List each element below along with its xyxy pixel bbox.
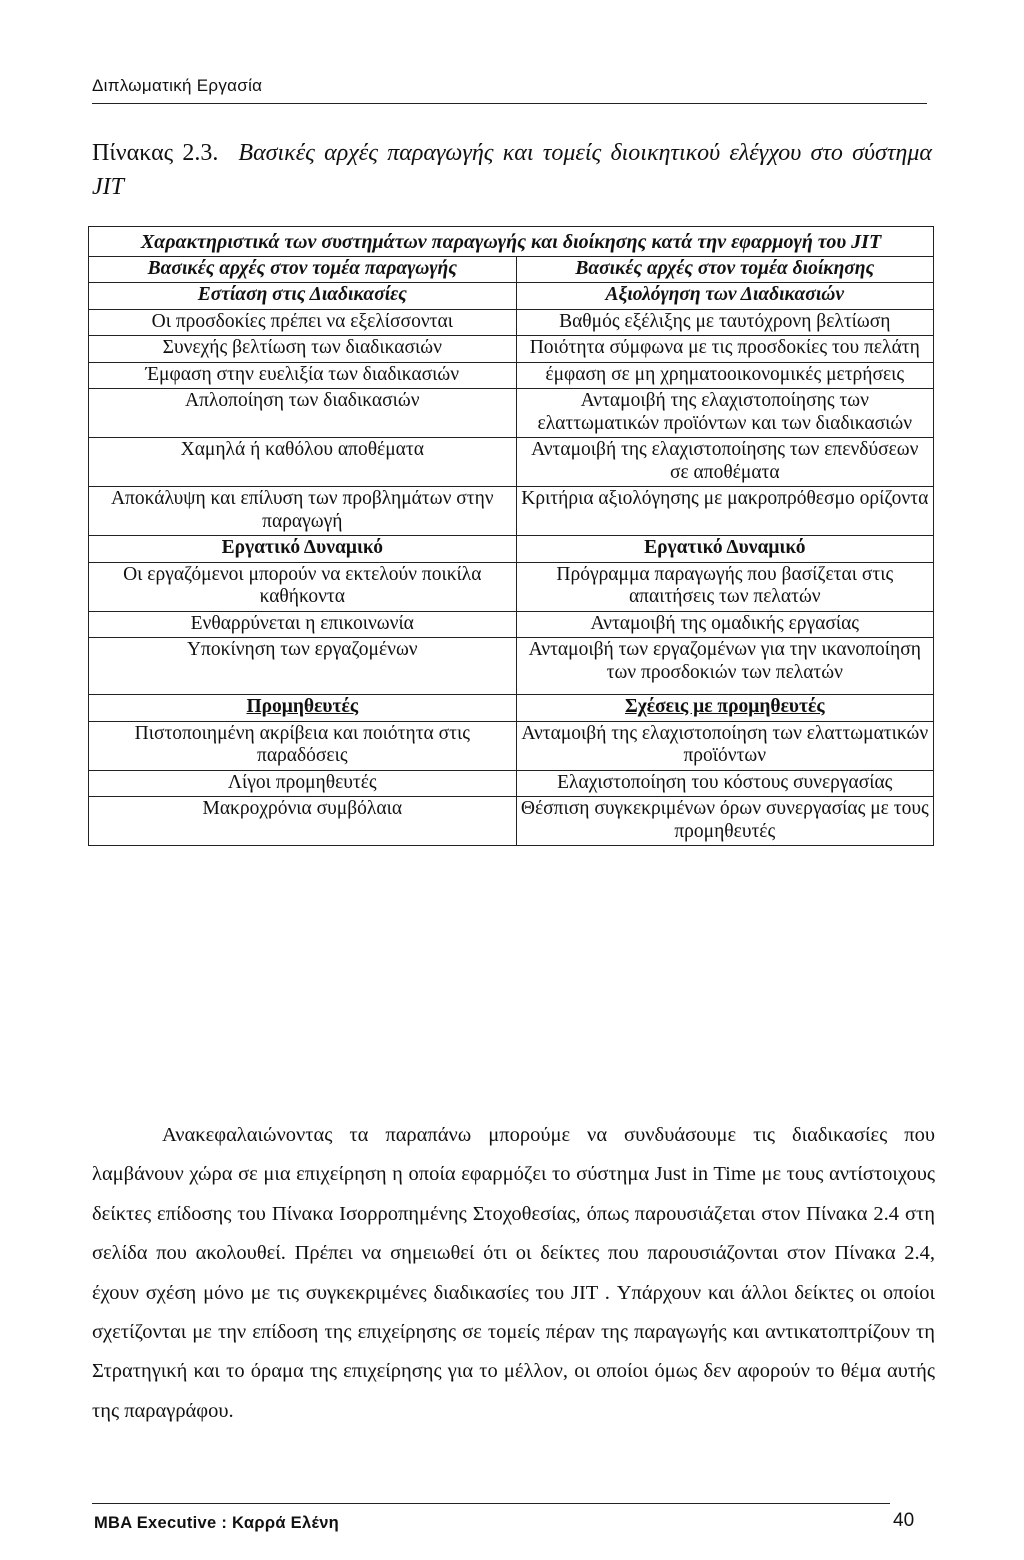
table-row bbox=[89, 389, 934, 438]
table-cell-right bbox=[516, 611, 933, 638]
table-row bbox=[89, 797, 934, 846]
table-title: Χαρακτηριστικά των συστημάτων παραγωγής και διοίκησης κατά την εφαρμογή του JIT bbox=[89, 227, 934, 257]
table-cell-left bbox=[89, 721, 517, 770]
page-number: 40 bbox=[893, 1510, 915, 1531]
cell-text: Αξιολόγηση των Διαδικασιών bbox=[605, 284, 844, 305]
column-header-production: Βασικές αρχές στον τομέα παραγωγής bbox=[89, 256, 517, 283]
table-row bbox=[89, 721, 934, 770]
table-cell-left bbox=[89, 389, 517, 438]
table-cell-right bbox=[516, 362, 933, 389]
section-heading-right bbox=[516, 695, 933, 722]
table-title-row bbox=[89, 227, 934, 257]
table-cell-left bbox=[89, 797, 517, 846]
footer-divider bbox=[92, 1503, 890, 1504]
caption-text: Βασικές αρχές παραγωγής και τομείς διοικητικού ελέγχου στο σύστημα JIT bbox=[92, 140, 932, 200]
table-cell-left bbox=[89, 487, 517, 536]
cell-text: Οι προσδοκίες πρέπει να εξελίσσονται bbox=[151, 310, 453, 332]
cell-text: Θέσπιση συγκεκριμένων όρων συνεργασίας με τους προμηθευτές bbox=[520, 798, 929, 842]
cell-text: Ελαχιστοποίηση του κόστους συνεργασίας bbox=[557, 771, 893, 793]
table-cell-right bbox=[516, 638, 933, 695]
cell-text: Λίγοι προμηθευτές bbox=[227, 771, 377, 793]
table-cell-right bbox=[516, 797, 933, 846]
table-row bbox=[89, 336, 934, 363]
table-cell-right bbox=[516, 487, 933, 536]
table-row bbox=[89, 611, 934, 638]
footer-author: MBA Executive : Καρρά Ελένη bbox=[94, 1514, 340, 1532]
cell-text: Εργατικό Δυναμικό bbox=[221, 537, 383, 558]
cell-text: Ανταμοιβή της ελαχιστοποίηση των ελαττωματικών προϊόντων bbox=[521, 722, 929, 766]
cell-text: Μακροχρόνια συμβόλαια bbox=[202, 798, 403, 819]
table-caption bbox=[92, 136, 932, 204]
column-header-management: Βασικές αρχές στον τομέα διοίκησης bbox=[516, 256, 933, 283]
cell-text: Ανταμοιβή της ελαχιστοποίησης των επενδύσεων σε αποθέματα bbox=[531, 439, 919, 483]
table-cell-left bbox=[89, 438, 517, 487]
table-cell-right bbox=[516, 438, 933, 487]
cell-text: Ανταμοιβή της ελαχιστοποίησης των ελαττωματικών προϊόντων και των διαδικασιών bbox=[537, 390, 913, 434]
cell-text: Βαθμός εξέλιξης με ταυτόχρονη βελτίωση bbox=[559, 310, 891, 332]
section-heading-left bbox=[89, 283, 517, 310]
table-cell-right bbox=[516, 336, 933, 363]
cell-text: Ποιότητα σύμφωνα με τις προσδοκίες του πελάτη bbox=[529, 337, 920, 358]
table-cell-left bbox=[89, 562, 517, 611]
paragraph-text: Ανακεφαλαιώνοντας τα παραπάνω μπορούμε να συνδυάσουμε τις διαδικασίες που λαμβάνουν χώρα σε μια επιχείρηση η οποία εφαρμόζει το σύστημα Just in Time με τους αντίστοιχους δείκτες επίδοσης του Πίνακα Ισορροπημένης Στοχοθεσίας, όπως παρουσιάζεται στον Πίνακα 2.4 στη σελίδα που ακολουθεί. Πρέπει να σημειωθεί ότι οι δείκτες που παρουσιάζονται στον Πίνακα 2.4, έχουν σχέση μόνο με τις συγκεκριμένες διαδικασίες του JIT . Υπάρχουν και άλλοι δείκτες οι οποίοι σχετίζονται με την επίδοση της επιχείρησης σε τομείς πέραν της παραγωγής και αντικατοπτρίζουν τη Στρατηγική και το όραμα της επιχείρησης για το μέλλον, οι οποίοι όμως δεν αφορούν το θέμα αυτής της παραγράφου. bbox=[92, 1124, 935, 1422]
cell-text: Απλοποίηση των διαδικασιών bbox=[185, 390, 420, 411]
table-cell-right bbox=[516, 562, 933, 611]
section-heading-left bbox=[89, 695, 517, 722]
header-divider bbox=[92, 103, 927, 104]
section-heading-right bbox=[516, 283, 933, 310]
cell-text: Υποκίνηση των εργαζομένων bbox=[186, 639, 418, 660]
table-row bbox=[89, 562, 934, 611]
cell-text: Αποκάλυψη και επίλυση των προβλημάτων στην παραγωγή bbox=[110, 488, 494, 532]
caption-label: Πίνακας 2.3. bbox=[92, 140, 219, 166]
cell-text: Σχέσεις με προμηθευτές bbox=[624, 696, 825, 717]
cell-text: Ενθαρρύνεται η επικοινωνία bbox=[190, 612, 414, 634]
table-cell-left bbox=[89, 336, 517, 363]
cell-text: Κριτήρια αξιολόγησης με μακροπρόθεσμο ορίζοντα bbox=[521, 488, 929, 509]
cell-text: Ανταμοιβή της ομαδικής εργασίας bbox=[590, 612, 860, 634]
table-row bbox=[89, 638, 934, 695]
table-row bbox=[89, 487, 934, 536]
running-header: Διπλωματική Εργασία bbox=[92, 76, 263, 95]
cell-text: Πιστοποιημένη ακρίβεια και ποιότητα στις παραδόσεις bbox=[134, 722, 470, 766]
table-row bbox=[89, 362, 934, 389]
jit-table bbox=[88, 226, 934, 846]
cell-text: Έμφαση στην ευελιξία των διαδικασιών bbox=[145, 363, 460, 385]
table-cell-left bbox=[89, 309, 517, 336]
table-row bbox=[89, 770, 934, 797]
table-cell-right bbox=[516, 309, 933, 336]
body-paragraph bbox=[92, 1116, 935, 1431]
table-row bbox=[89, 309, 934, 336]
section-heading-right bbox=[516, 536, 933, 563]
cell-text: Εργατικό Δυναμικό bbox=[644, 537, 806, 558]
cell-text: Πρόγραμμα παραγωγής που βασίζεται στις απαιτήσεις των πελατών bbox=[556, 563, 894, 607]
cell-text: Χαμηλά ή καθόλου αποθέματα bbox=[180, 439, 424, 460]
cell-text: Οι εργαζόμενοι μπορούν να εκτελούν ποικίλα καθήκοντα bbox=[123, 563, 482, 607]
table-column-headers bbox=[89, 256, 934, 283]
cell-text: Ανταμοιβή των εργαζομένων για την ικανοποίηση των προσδοκιών των πελατών bbox=[528, 639, 921, 683]
cell-text: έμφαση σε μη χρηματοοικονομικές μετρήσεις bbox=[545, 363, 905, 385]
table-cell-left bbox=[89, 638, 517, 695]
table-section-row bbox=[89, 536, 934, 563]
cell-text: Εστίαση στις Διαδικασίες bbox=[197, 284, 407, 305]
table-cell-left bbox=[89, 770, 517, 797]
table-section-row bbox=[89, 283, 934, 310]
table-section-row bbox=[89, 695, 934, 722]
table-cell-right bbox=[516, 721, 933, 770]
table-cell-left bbox=[89, 362, 517, 389]
table-cell-right bbox=[516, 389, 933, 438]
table-cell-right bbox=[516, 770, 933, 797]
cell-text: Προμηθευτές bbox=[246, 696, 359, 717]
table-row bbox=[89, 438, 934, 487]
section-heading-left bbox=[89, 536, 517, 563]
table-cell-left bbox=[89, 611, 517, 638]
cell-text: Συνεχής βελτίωση των διαδικασιών bbox=[162, 337, 442, 358]
